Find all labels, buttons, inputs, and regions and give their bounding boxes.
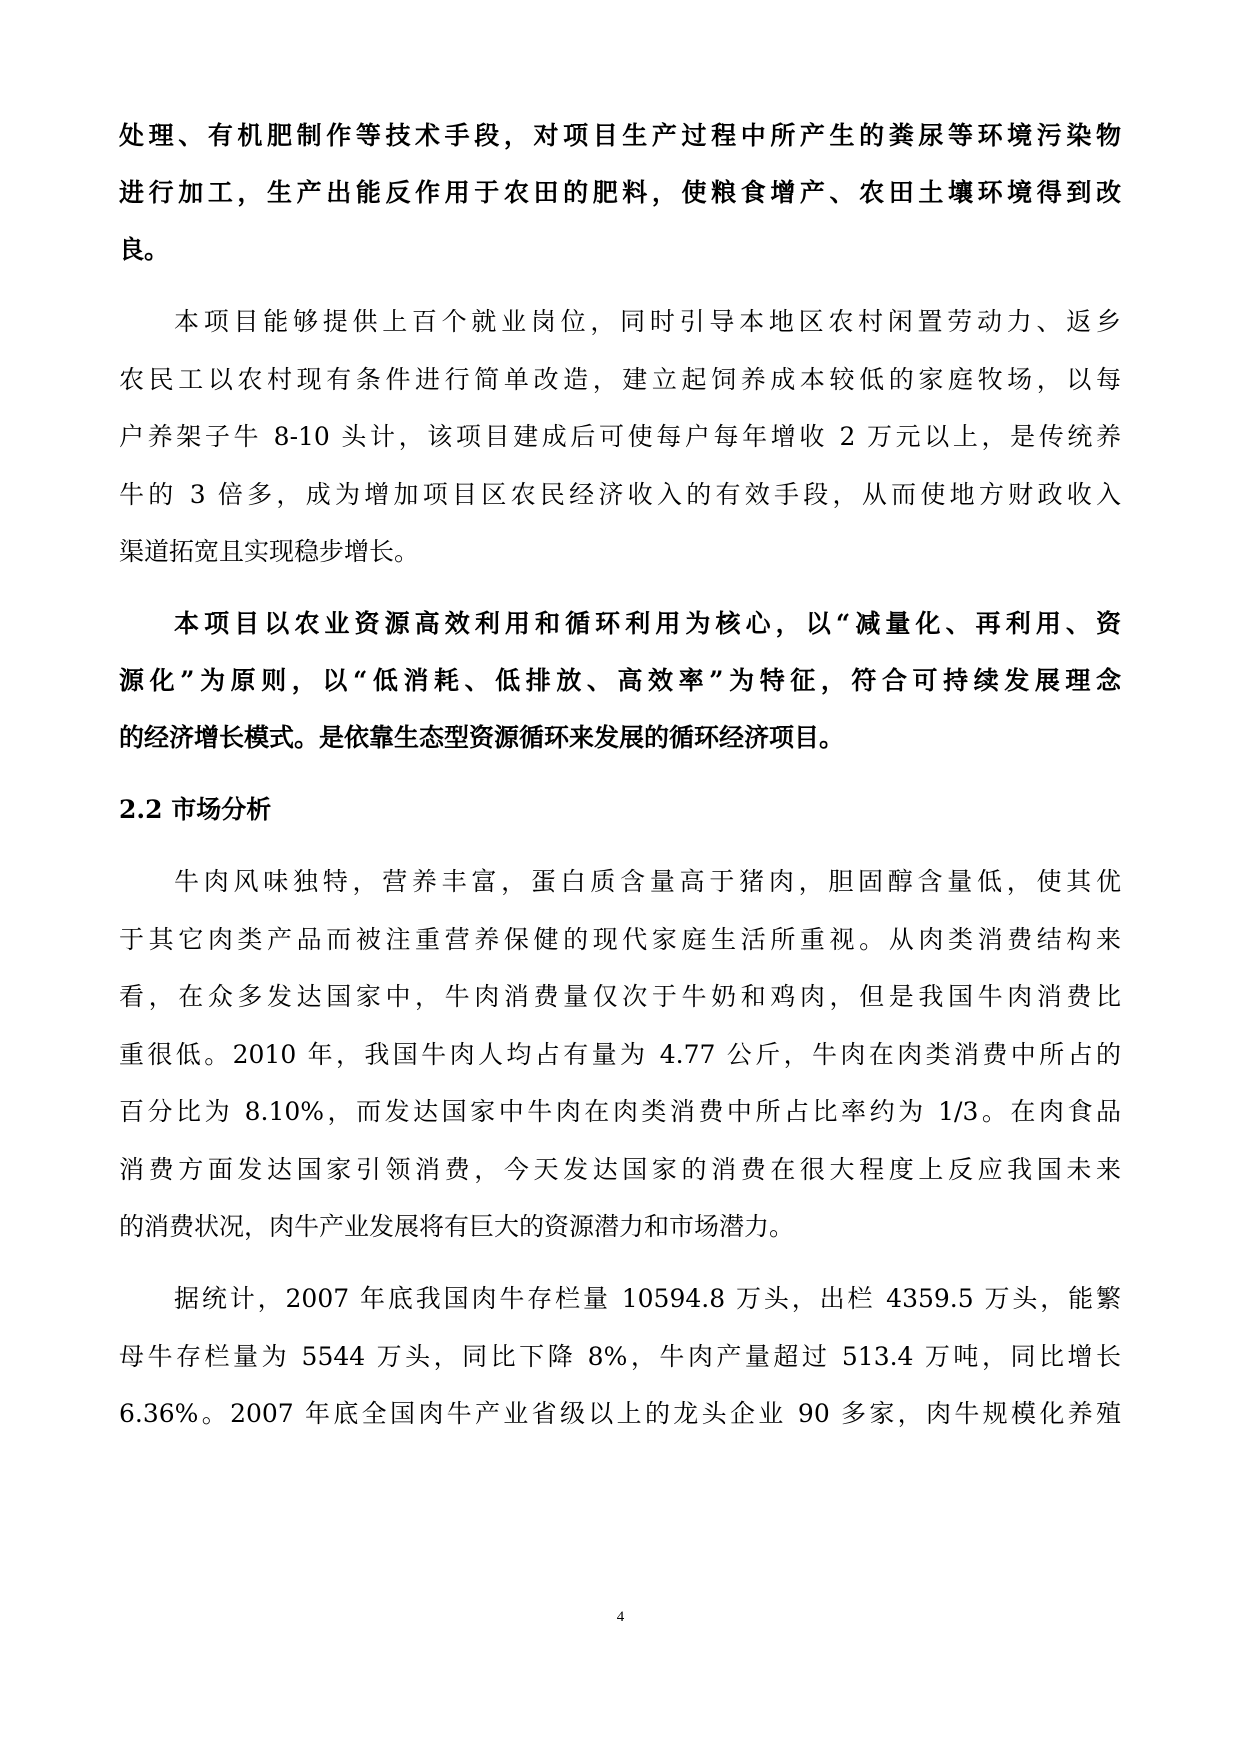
paragraph-4-line-4: 重很低。2010 年，我国牛肉人均占有量为 4.77 公斤，牛肉在肉类消费中所占的 [119, 1040, 1121, 1069]
paragraph-5-line-2: 母牛存栏量为 5544 万头，同比下降 8%，牛肉产量超过 513.4 万吨，同比增长 [119, 1342, 1121, 1371]
paragraph-2-line-3: 户养架子牛 8-10 头计，该项目建成后可使每户每年增收 2 万元以上，是传统养 [119, 422, 1121, 451]
paragraph-3-line-3: 的经济增长模式。是依靠生态型资源循环来发展的循环经济项目。 [119, 723, 845, 752]
paragraph-2-line-5: 渠道拓宽且实现稳步增长。 [119, 537, 420, 566]
paragraph-4-line-2: 于其它肉类产品而被注重营养保健的现代家庭生活所重视。从肉类消费结构来 [119, 925, 1121, 954]
paragraph-4-line-1: 牛肉风味独特，营养丰富，蛋白质含量高于猪肉，胆固醇含量低，使其优 [174, 867, 1121, 896]
paragraph-4-line-7: 的消费状况，肉牛产业发展将有巨大的资源潜力和市场潜力。 [119, 1212, 795, 1241]
section-heading: 2.2 市场分析 [119, 795, 272, 824]
page-number: 4 [616, 1609, 625, 1625]
paragraph-4-line-6: 消费方面发达国家引领消费，今天发达国家的消费在很大程度上反应我国未来 [119, 1155, 1121, 1184]
paragraph-3-line-2: 源化”为原则，以“低消耗、低排放、高效率”为特征，符合可持续发展理念 [119, 666, 1121, 695]
paragraph-2-line-2: 农民工以农村现有条件进行简单改造，建立起饲养成本较低的家庭牧场，以每 [119, 365, 1121, 394]
paragraph-1-line-2: 进行加工，生产出能反作用于农田的肥料，使粮食增产、农田土壤环境得到改 [119, 178, 1121, 207]
paragraph-2-line-4: 牛的 3 倍多，成为增加项目区农民经济收入的有效手段，从而使地方财政收入 [119, 480, 1121, 509]
paragraph-5-line-1: 据统计，2007 年底我国肉牛存栏量 10594.8 万头，出栏 4359.5 万头，能繁 [174, 1284, 1121, 1313]
paragraph-3-line-1: 本项目以农业资源高效利用和循环利用为核心，以“减量化、再利用、资 [174, 609, 1121, 638]
paragraph-1-line-1: 处理、有机肥制作等技术手段，对项目生产过程中所产生的粪尿等环境污染物 [119, 121, 1121, 150]
paragraph-4-line-3: 看，在众多发达国家中，牛肉消费量仅次于牛奶和鸡肉，但是我国牛肉消费比 [119, 982, 1121, 1011]
paragraph-4-line-5: 百分比为 8.10%，而发达国家中牛肉在肉类消费中所占比率约为 1/3。在肉食品 [119, 1097, 1121, 1126]
paragraph-2-line-1: 本项目能够提供上百个就业岗位，同时引导本地区农村闲置劳动力、返乡 [174, 307, 1121, 336]
paragraph-5-line-3: 6.36%。2007 年底全国肉牛产业省级以上的龙头企业 90 多家，肉牛规模化养殖 [119, 1399, 1121, 1428]
paragraph-1-line-3: 良。 [119, 235, 170, 264]
